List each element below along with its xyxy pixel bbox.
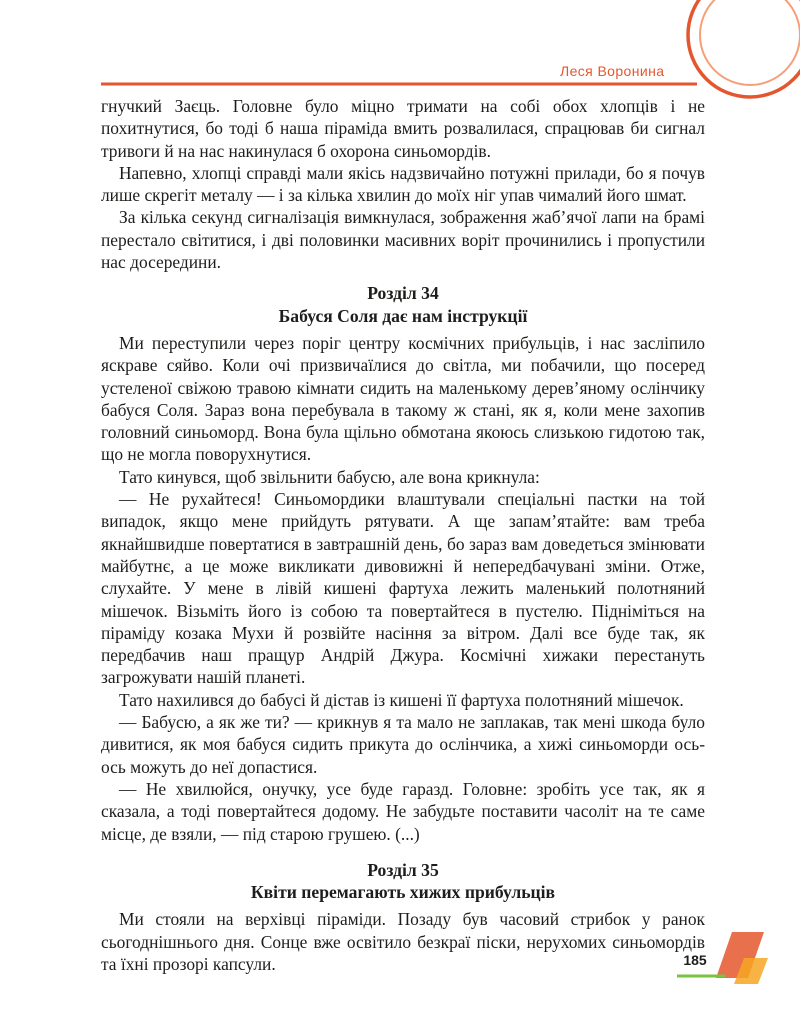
paragraph: За кілька секунд сигналізація вимкнулася, зображення жаб’ячої лапи на брамі перестало світитися, і дві половинки масивних воріт прочинились і пропустили нас досередини. — [101, 207, 705, 273]
paragraph: — Бабусю, а як же ти? — крикнув я та мало не заплакав, так мені шкода було дивитися, як моя бабуся сидить прикута до ослінчика, а хижі синьоморди ось-ось можуть до неї допастися. — [101, 712, 705, 777]
paragraph: Напевно, хлопці справді мали якісь надзвичайно потужні прилади, бо я почув лише скрегіт металу — і за кілька хвилин до моїх ніг упав чималий його шмат. — [101, 162, 705, 206]
paragraph: Ми стояли на верхівці піраміди. Позаду був часовий стрибок у ранок сьогоднішнього дня. Сонце вже освітило безкраї піски, нерухомих синьомордів та їхні прозорі капсули. — [101, 909, 705, 974]
paragraph: — Не рухайтеся! Синьомордики влаштували спеціальні пастки на той випадок, якщо мене прийдуть рятувати. А ще запам’ятайте: вам треба якнайшвидше повертатися в завтрашній день, бо зараз вам доведеться змінювати майбутнє, а це може викликати дивовижні й непередбачувані зміни. Отже, слухайте. У мене в лівій кишені фартуха лежить маленький полотняний мішечок. Візьміть його із собою та повертайтеся в пустелю. Підніміться на піраміду козака Мухи й розвійте насіння за вітром. Далі все буде так, як передбачив наш пращур Андрій Джура. Космічні хижаки перестануть загрожувати нашій планеті. — [101, 489, 705, 688]
paragraph: Тато кинувся, щоб звільнити бабусю, але вона крикнула: — [119, 466, 540, 487]
paragraph: Ми переступили через поріг центру космічних прибульців, і нас засліпило яскраве сяйво. Коли очі призвичаїлися до світла, ми побачили, що посеред устеленої свіжою травою кімнати сидить на маленькому дерев’яному ослінчику бабуся Соля. Зараз вона перебувала в такому ж стані, як я, коли мене захопив головний синьоморд. Вона була щільно обмотана якоюсь слизькою гидотою так, що не могла поворухнутися. — [101, 332, 705, 465]
chapter-title: Бабуся Соля дає нам інструкції — [278, 305, 528, 326]
chapter-title: Квіти перемагають хижих прибульців — [250, 882, 556, 903]
author-name: Леся Воронина — [560, 63, 665, 79]
page-number: 185 — [683, 952, 707, 968]
chapter-number: Розділ 34 — [367, 283, 439, 304]
header-arc-inner — [700, 0, 800, 85]
paragraph: Тато нахилився до бабусі й дістав із кишені її фартуха полотняний мішечок. — [119, 689, 684, 710]
chapter-heading-34 — [101, 282, 705, 327]
chapter-number: Розділ 35 — [367, 859, 439, 880]
page-body — [101, 95, 705, 975]
paragraph: гнучкий Заєць. Головне було міцно тримати на собі обох хлопців і не похитнутися, бо тоді б наша піраміда вмить розвалилася, спрацював би сигнал тривоги й на нас накинулася б охорона синьомордів. — [101, 96, 705, 161]
chapter-heading-35 — [101, 859, 705, 904]
paragraph: — Не хвилюйся, онучку, усе буде гаразд. Головне: зробіть усе так, як я сказала, а тоді повертайтеся додому. Не забудьте поставити часоліт на те саме місце, де взяли, — під старою грушею. (...) — [101, 778, 705, 844]
